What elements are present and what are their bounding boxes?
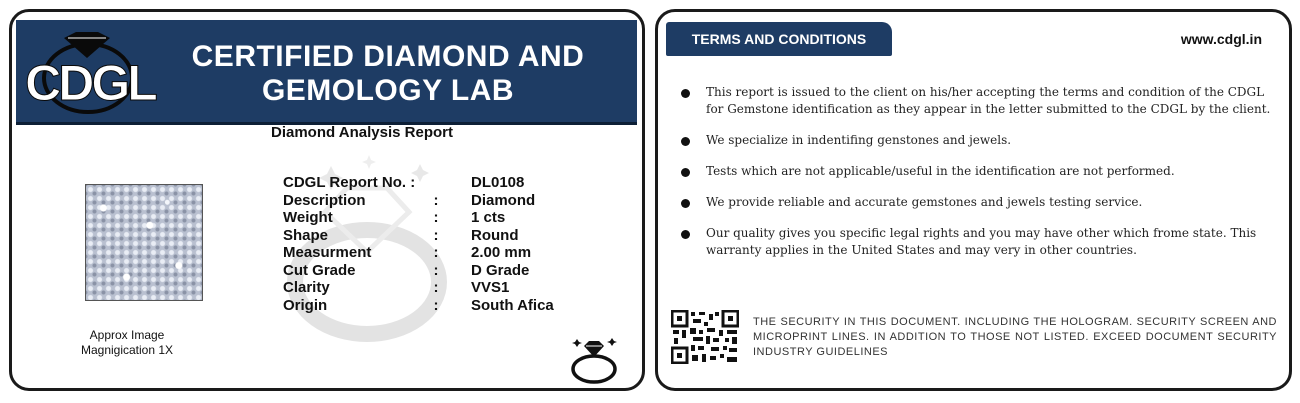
term-text: Our quality gives you specific legal rights and you may have other which frome state. This warranty applies in the United States and may very in other countries. [706, 226, 1257, 257]
list-item [658, 225, 1292, 259]
term-text: This report is issued to the client on his/her accepting the terms and condition of the CDGL for Gemstone identification as they appear in the letter submitted to the CDGL by the client. [706, 85, 1271, 116]
detail-value: DL0108 [471, 174, 525, 191]
terms-list [658, 84, 1292, 273]
bullet-icon [681, 199, 690, 208]
diamond-sample-image [85, 184, 203, 301]
lab-title [158, 40, 618, 108]
logo-text: CDGL [25, 55, 155, 111]
detail-colon: : [433, 227, 439, 244]
website-link[interactable]: www.cdgl.in [1180, 31, 1262, 47]
detail-colon: : [433, 244, 439, 261]
cdgl-logo [24, 28, 162, 118]
detail-label: CDGL Report No. : [283, 174, 416, 191]
bullet-icon [681, 137, 690, 146]
bullet-icon [681, 168, 690, 177]
lab-title-line2: GEMOLOGY LAB [261, 74, 515, 107]
front-header-banner [16, 20, 637, 125]
list-item [658, 163, 1292, 180]
detail-value: D Grade [471, 262, 530, 279]
image-caption-line2: Magnigication 1X [80, 343, 174, 357]
term-text: We specialize in indentifing genstones and jewels. [706, 133, 1012, 147]
detail-value: 1 cts [471, 209, 506, 226]
bullet-icon [681, 89, 690, 98]
list-item [658, 84, 1292, 118]
image-caption-line1: Approx Image [89, 328, 165, 342]
detail-colon: : [433, 279, 439, 296]
detail-colon: : [433, 297, 439, 314]
bullet-icon [681, 230, 690, 239]
report-front-card [9, 9, 645, 391]
diamond-ring-icon [567, 337, 621, 385]
detail-colon: : [433, 209, 439, 226]
detail-value: Diamond [471, 192, 536, 209]
detail-label: Measurment [283, 244, 372, 261]
terms-title: TERMS AND CONDITIONS [666, 22, 892, 56]
detail-label: Shape [283, 227, 329, 244]
qr-code-icon [671, 310, 739, 364]
report-back-card [655, 9, 1292, 391]
detail-colon: : [433, 262, 439, 279]
detail-value: Round [471, 227, 519, 244]
report-heading: Diamond Analysis Report [271, 124, 453, 141]
image-caption [52, 328, 202, 358]
list-item [658, 132, 1292, 149]
lab-title-line1: CERTIFIED DIAMOND AND [191, 40, 585, 73]
list-item [658, 194, 1292, 211]
detail-label: Cut Grade [283, 262, 356, 279]
detail-value: VVS1 [471, 279, 510, 296]
detail-label: Weight [283, 209, 333, 226]
detail-colon: : [433, 192, 439, 209]
detail-value: South Afica [471, 297, 554, 314]
detail-label: Clarity [283, 279, 330, 296]
detail-label: Description [283, 192, 366, 209]
term-text: Tests which are not applicable/useful in the identification are not performed. [706, 164, 1175, 178]
term-text: We provide reliable and accurate gemstones and jewels testing service. [706, 195, 1143, 209]
detail-label: Origin [283, 297, 328, 314]
security-notice: THE SECURITY IN THIS DOCUMENT. INCLUDING THE HOLOGRAM. SECURITY SCREEN AND MICROPRINT LINES. IN ADDITION TO THOSE NOT LISTED. EXCEED DOCUMENT SECURITY INDUSTRY GUIDELINES [753, 316, 1277, 358]
detail-value: 2.00 mm [471, 244, 532, 261]
